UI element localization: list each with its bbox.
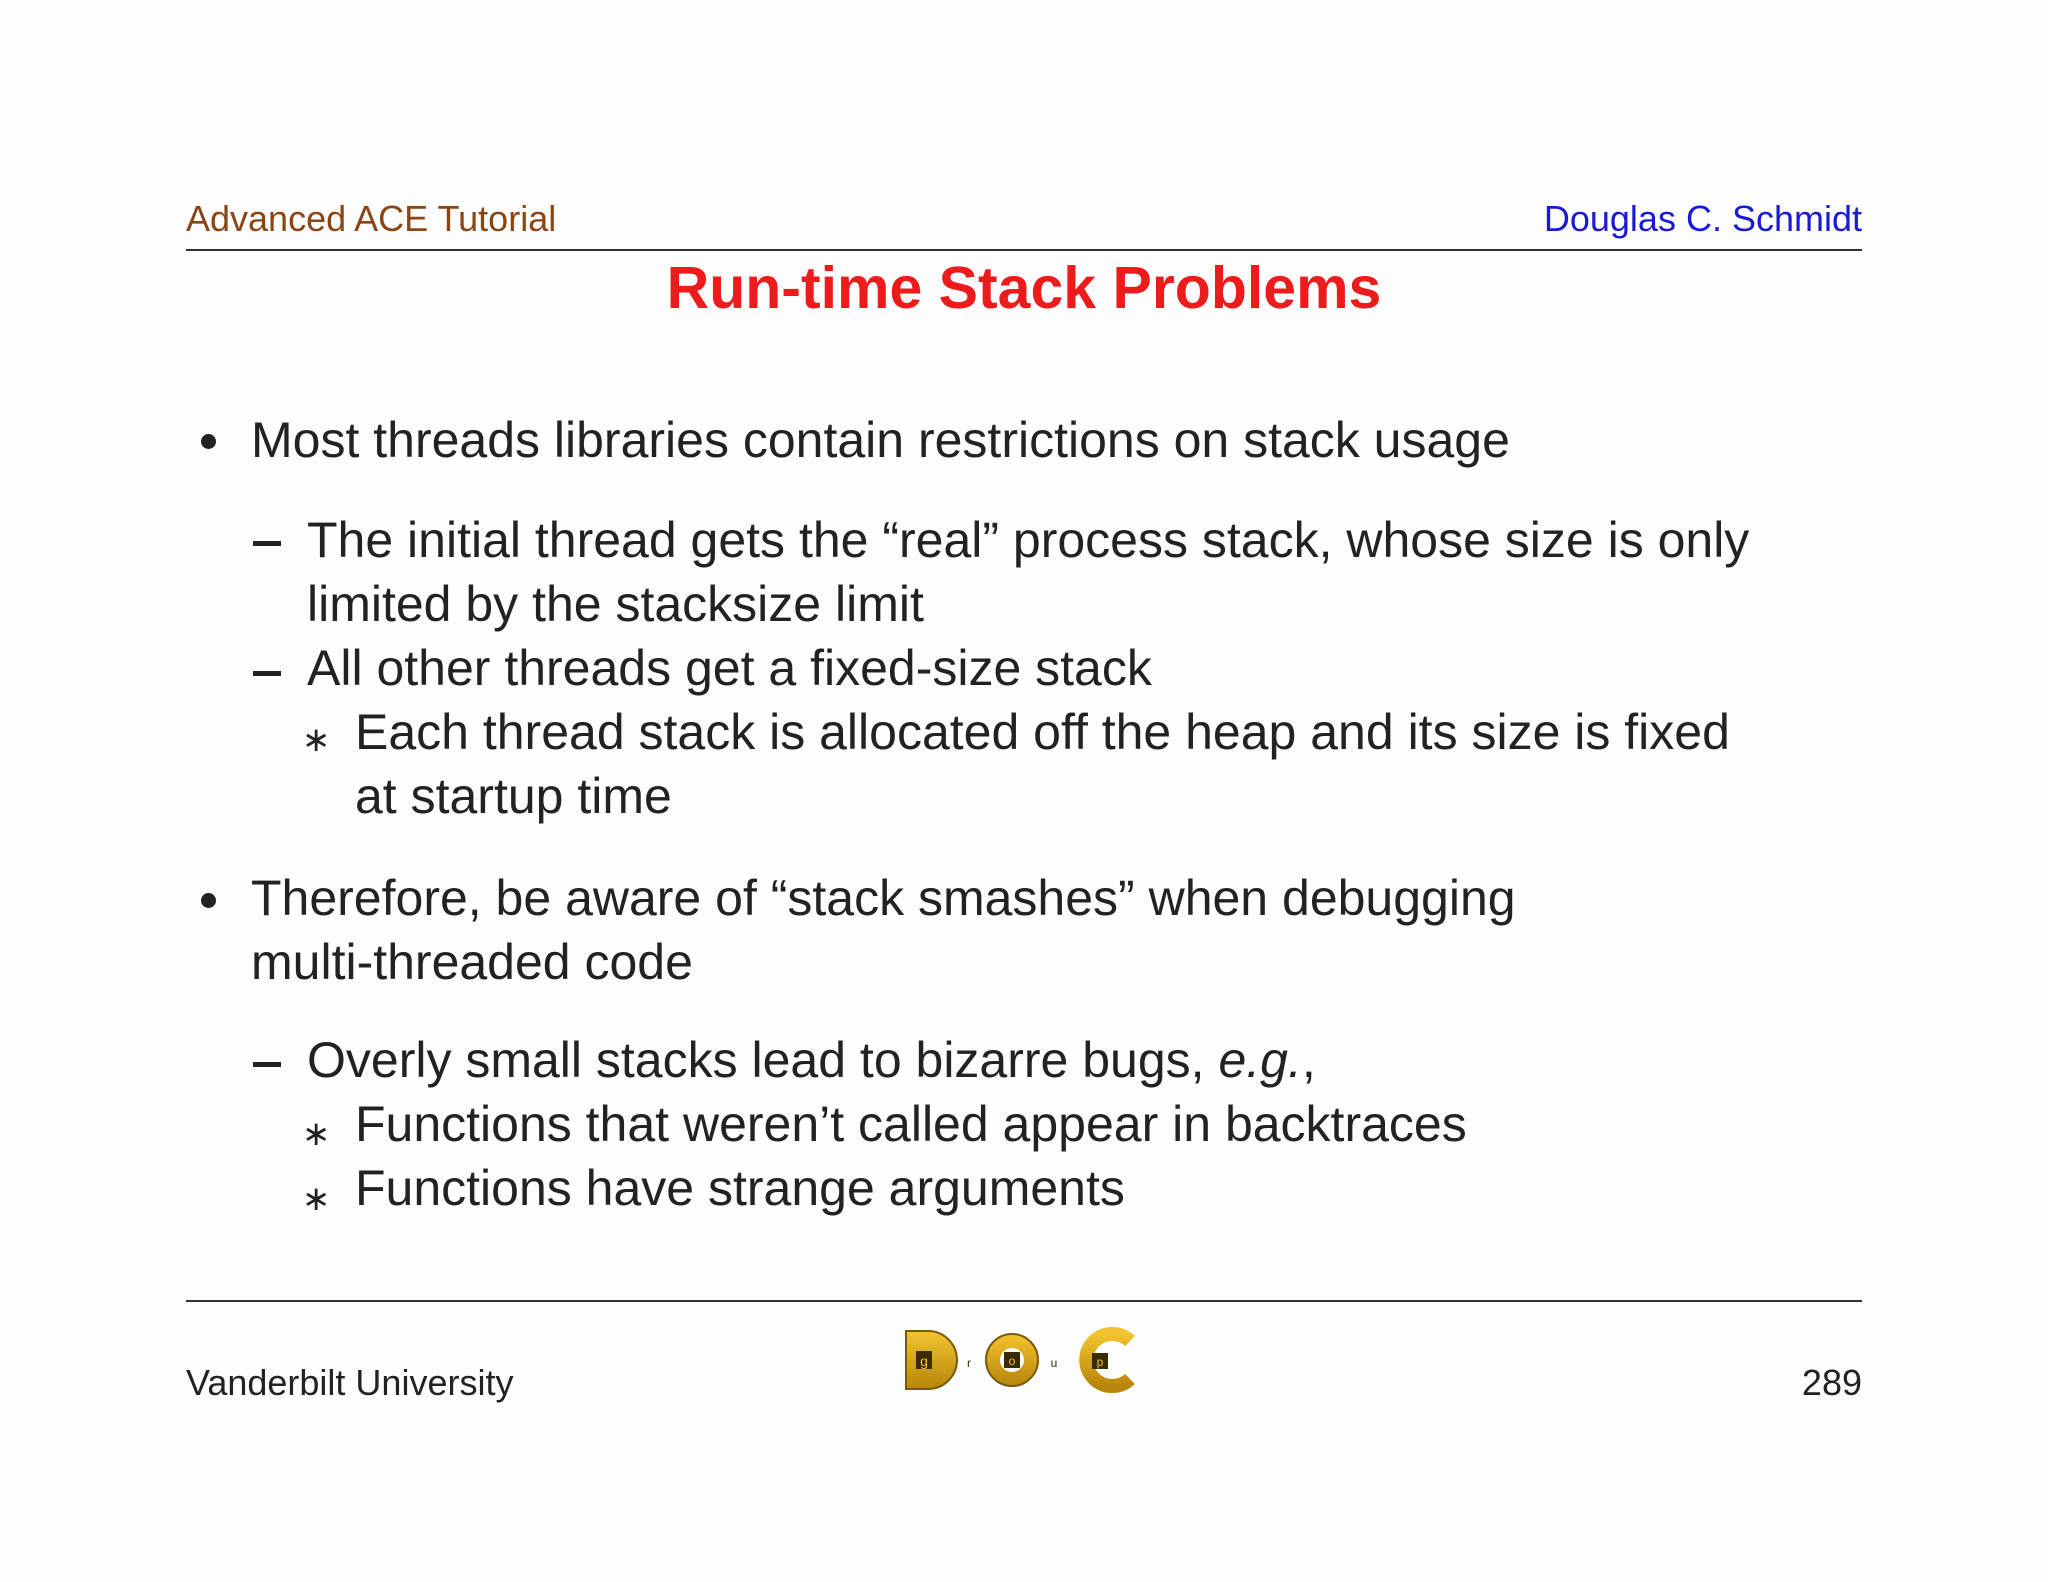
page-number: 289 — [1801, 1362, 1862, 1403]
bullet-2-line-2: multi-threaded code — [251, 934, 693, 990]
sub-sub-bullet-3-text: Functions have strange arguments — [355, 1160, 1125, 1216]
logo-letter-r: r — [967, 1356, 971, 1370]
sub-sub-bullet-1-line-2: at startup time — [355, 768, 672, 824]
asterisk-marker: ∗ — [302, 1180, 331, 1218]
header-course-title: Advanced ACE Tutorial — [186, 198, 557, 239]
doc-group-logo — [900, 1325, 1150, 1395]
bullet-marker — [201, 434, 216, 449]
sub-bullet-1-line-1: The initial thread gets the “real” process stack, whose size is only — [307, 512, 1750, 568]
footer-divider — [186, 1300, 1862, 1302]
logo-letter-u: u — [1050, 1356, 1058, 1370]
dash-marker — [253, 541, 281, 546]
sub-sub-bullet-2-text: Functions that weren’t called appear in backtraces — [355, 1096, 1467, 1152]
bullet-1-text: Most threads libraries contain restrictions on stack usage — [251, 412, 1510, 468]
sub-bullet-2-text: All other threads get a fixed-size stack — [307, 640, 1152, 696]
slide-title: Run-time Stack Problems — [666, 255, 1382, 321]
asterisk-marker: ∗ — [302, 721, 331, 759]
bullet-2-line-1: Therefore, be aware of “stack smashes” when debugging — [251, 870, 1516, 926]
header-divider — [186, 249, 1862, 251]
sub-bullet-3-text: Overly small stacks lead to bizarre bugs, e.g., — [307, 1032, 1316, 1088]
footer-institution: Vanderbilt University — [186, 1362, 514, 1403]
asterisk-marker: ∗ — [302, 1115, 331, 1153]
logo-letter-o: o — [1008, 1354, 1016, 1368]
header-author: Douglas C. Schmidt — [1543, 198, 1862, 239]
dash-marker — [253, 1062, 281, 1067]
sub-bullet-1-line-2: limited by the stacksize limit — [307, 576, 924, 632]
logo-letter-g: g — [920, 1353, 928, 1369]
sub-sub-bullet-1-line-1: Each thread stack is allocated off the heap and its size is fixed — [355, 704, 1730, 760]
bullet-marker — [201, 893, 216, 908]
dash-marker — [253, 671, 281, 676]
logo-letter-p: p — [1096, 1355, 1104, 1369]
